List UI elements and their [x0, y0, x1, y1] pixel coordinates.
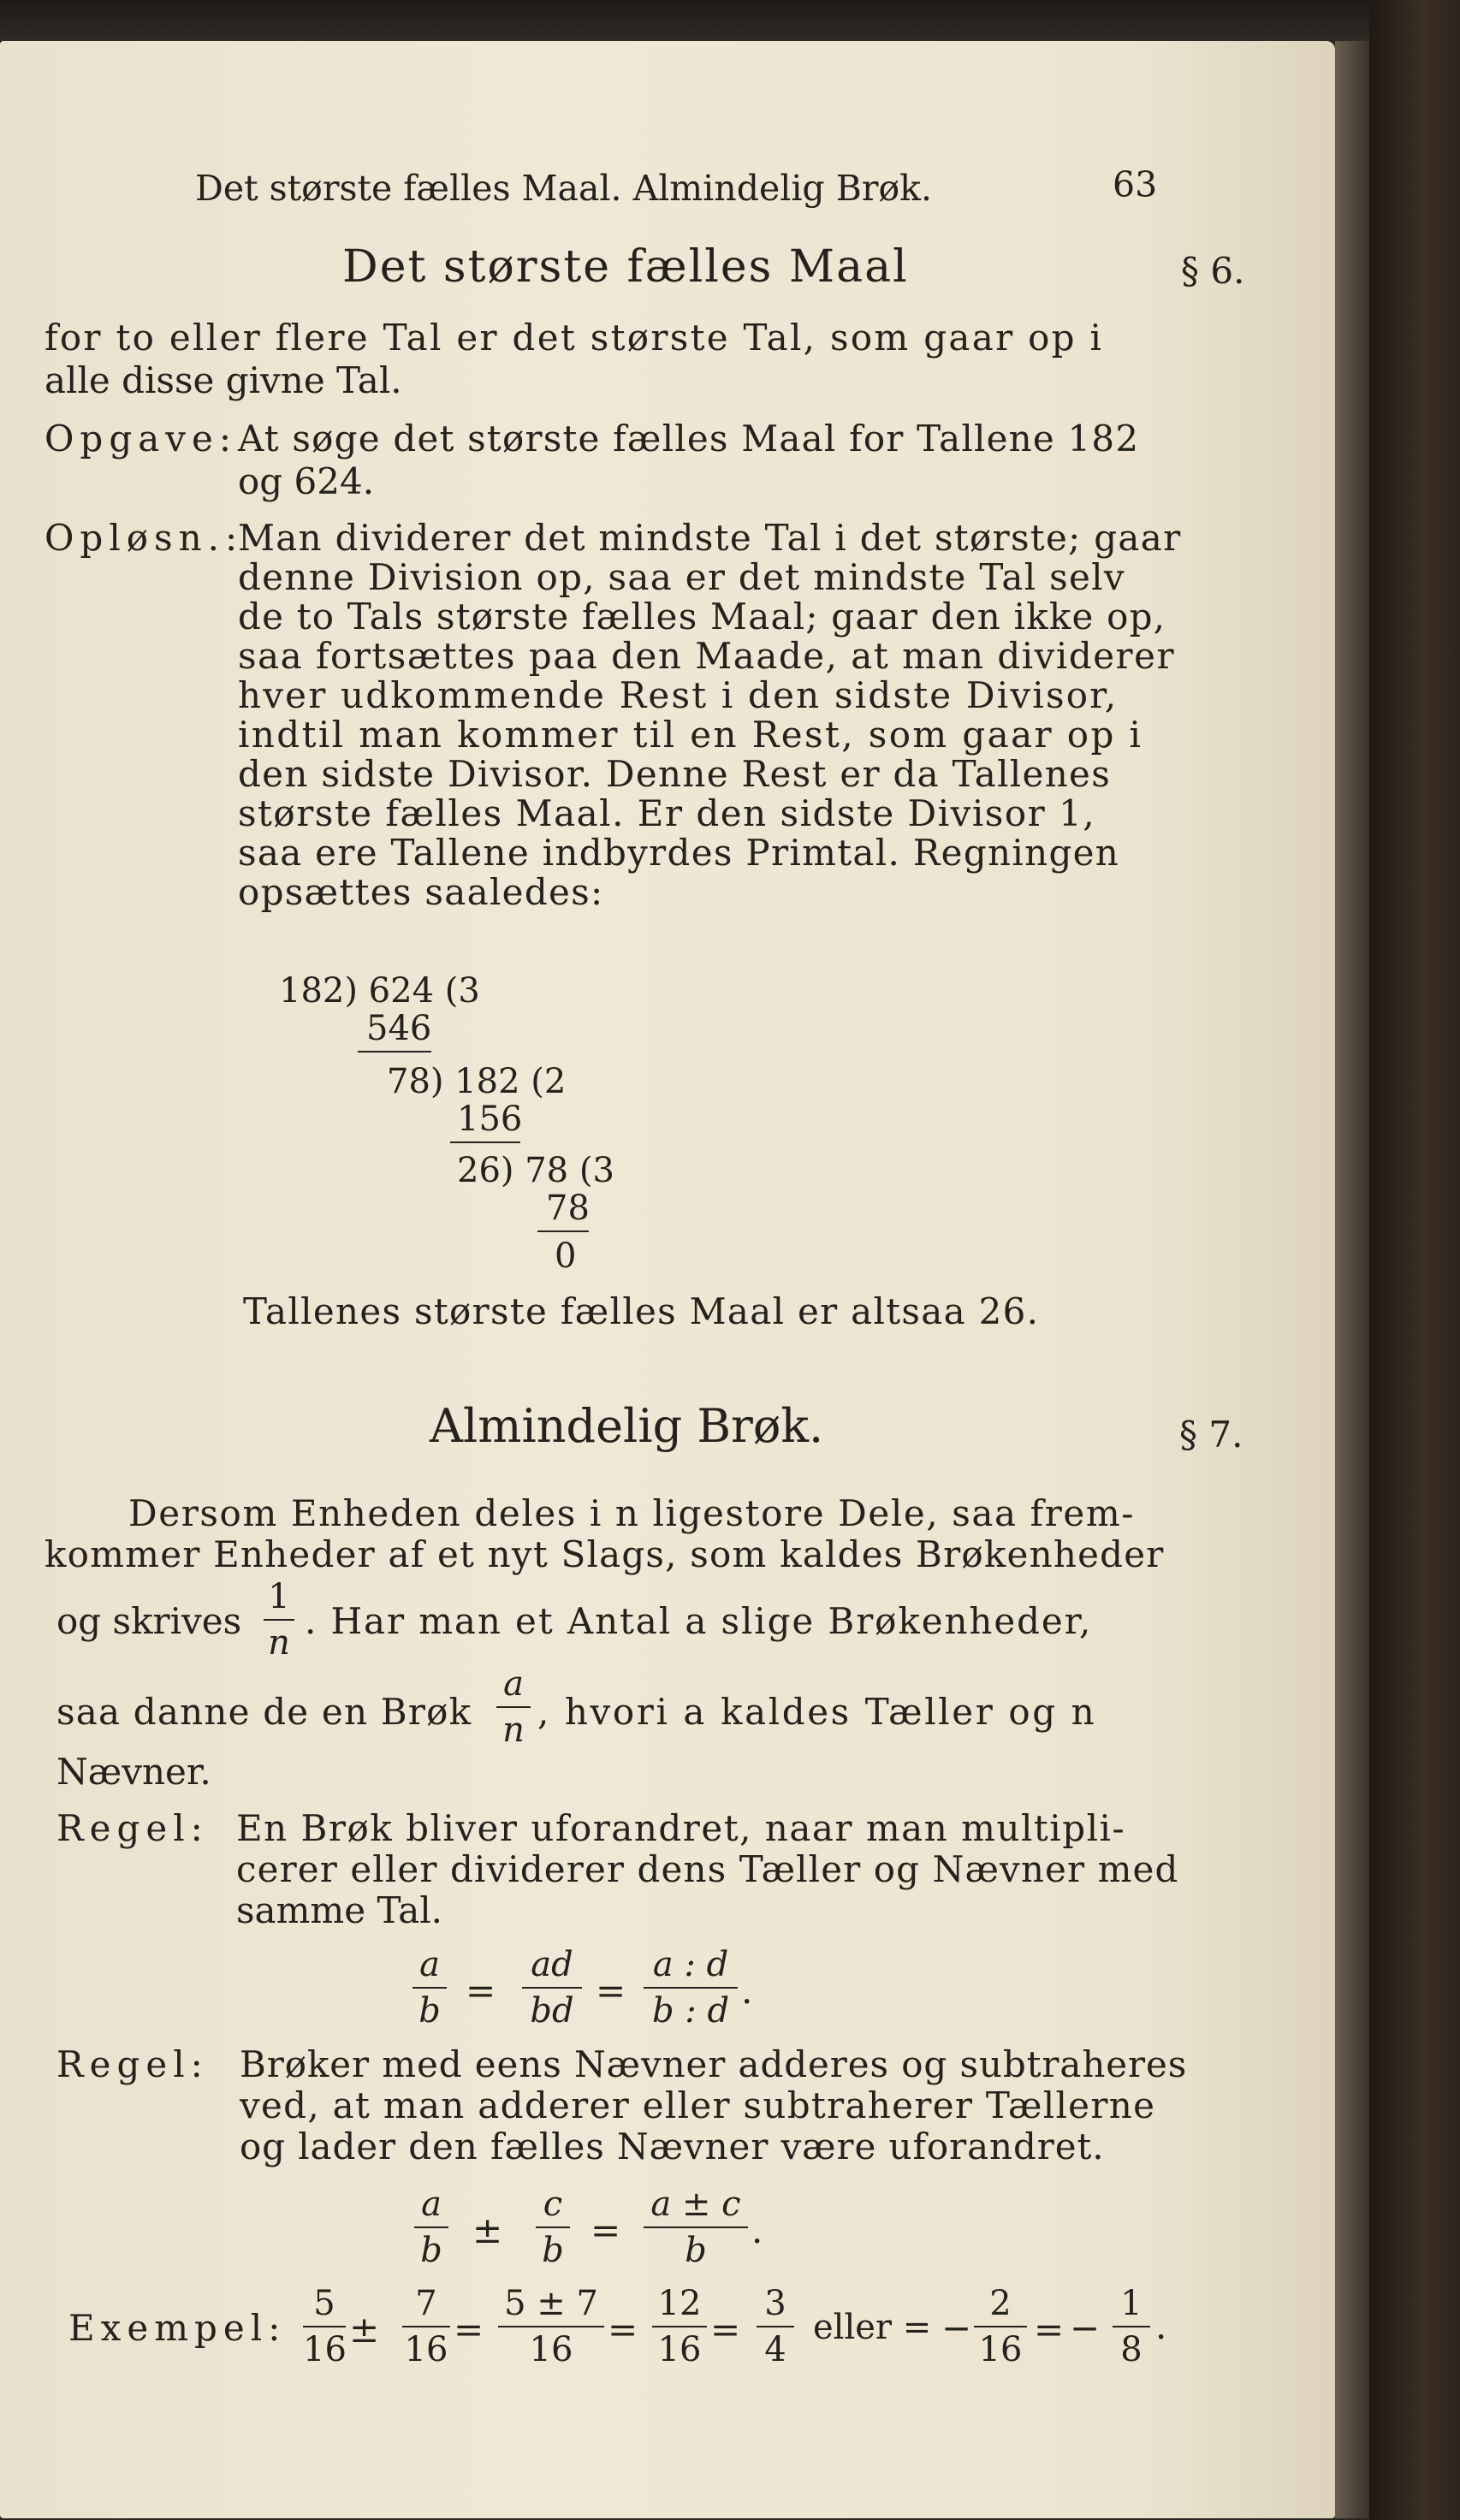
- denominator: b: [542, 2231, 564, 2270]
- page-number: 63: [1113, 164, 1158, 205]
- numerator: a : d: [644, 1948, 738, 1989]
- division-line: 182) 624 (3: [279, 971, 480, 1011]
- numerator: ad: [522, 1948, 582, 1989]
- formula-fraction: [412, 1945, 447, 2031]
- denominator: 16: [303, 2330, 347, 2369]
- paragraph-fragment: . Har man et Antal a slige Brøkenheder,: [305, 1600, 1093, 1642]
- book-page: [0, 41, 1335, 2518]
- denominator: n: [502, 1711, 525, 1750]
- division-line: 156: [457, 1100, 523, 1139]
- equals-sign: =: [608, 2309, 638, 2351]
- regel-label: Regel:: [56, 2043, 209, 2085]
- formula-fraction: [522, 1945, 582, 2031]
- oplosn-line: denne Division op, saa er det mindste Tal selv: [238, 556, 1125, 598]
- numerator: 1: [264, 1580, 294, 1621]
- example-fraction: [974, 2286, 1027, 2367]
- example-fraction: [402, 2286, 450, 2367]
- regel-line: Brøker med eens Nævner adderes og subtraheres: [240, 2043, 1188, 2085]
- regel-line: samme Tal.: [236, 1889, 443, 1931]
- oplosn-line: de to Tals største fælles Maal; gaar den ikke op,: [238, 596, 1166, 637]
- paragraph-line: Dersom Enheden deles i n ligestore Dele, saa frem-: [128, 1492, 1136, 1534]
- division-line: 546: [366, 1009, 432, 1048]
- numerator: 7: [402, 2286, 450, 2327]
- scan-background-top: [0, 0, 1460, 41]
- definition-line: alle disse givne Tal.: [45, 359, 402, 401]
- division-line: 78) 182 (2: [387, 1062, 567, 1101]
- minus-sign: −: [941, 2307, 972, 2349]
- division-line: 26) 78 (3: [457, 1151, 614, 1190]
- definition-line: for to eller flere Tal er det største Tal, som gaar op i: [45, 317, 1104, 359]
- oplosn-label: Opløsn.:: [45, 517, 244, 559]
- example-fraction: [303, 2286, 346, 2367]
- minus-sign: −: [1070, 2307, 1101, 2349]
- numerator: 1: [1113, 2286, 1150, 2327]
- page-edge: [1335, 41, 1369, 2518]
- oplosn-line: indtil man kommer til en Rest, som gaar op i: [238, 714, 1143, 756]
- formula-fraction: [414, 2187, 448, 2268]
- regel-line: ved, at man adderer eller subtraherer Tællerne: [240, 2084, 1156, 2126]
- denominator: b: [685, 2231, 707, 2270]
- denominator: 16: [529, 2330, 573, 2369]
- opgave-line: og 624.: [238, 460, 375, 502]
- period: .: [1155, 2305, 1167, 2347]
- denominator: 8: [1120, 2330, 1142, 2369]
- period: .: [751, 2209, 763, 2251]
- oplosn-line: saa ere Tallene indbyrdes Primtal. Regningen: [238, 832, 1120, 874]
- running-title: Det største fælles Maal. Almindelig Brøk.: [195, 168, 932, 209]
- oplosn-line: saa fortsættes paa den Maade, at man dividerer: [238, 635, 1176, 677]
- plus-minus-sign: ±: [349, 2309, 380, 2351]
- example-fraction: [652, 2286, 707, 2367]
- paragraph-fragment: saa danne de en Brøk: [56, 1691, 472, 1733]
- book-spine: [1369, 0, 1460, 2520]
- equals-sign: =: [596, 1970, 626, 2012]
- equals-sign: =: [591, 2209, 621, 2251]
- eller-text: eller =: [813, 2308, 932, 2347]
- oplosn-line: Man dividerer det mindste Tal i det største; gaar: [238, 517, 1182, 559]
- division-rule: [450, 1141, 520, 1143]
- equals-sign: =: [454, 2309, 484, 2351]
- regel-line: og lader den fælles Nævner være uforandret.: [240, 2126, 1105, 2167]
- section-heading-fraction: Almindelig Brøk.: [430, 1399, 824, 1453]
- numerator: 5 ± 7: [498, 2286, 604, 2327]
- numerator: 3: [757, 2286, 794, 2327]
- plus-minus-sign: ±: [472, 2209, 503, 2251]
- paragraph-fragment: og skrives: [56, 1600, 242, 1642]
- denominator: b : d: [651, 1991, 730, 2031]
- fraction-a-over-n: [496, 1664, 531, 1750]
- section-mark-6: § 6.: [1181, 250, 1245, 292]
- numerator: a: [414, 2187, 448, 2228]
- oplosn-line: største fælles Maal. Er den sidste Divisor 1,: [238, 792, 1096, 834]
- denominator: b: [418, 1991, 441, 2031]
- oplosn-line: hver udkommende Rest i den sidste Divisor,: [238, 674, 1119, 716]
- paragraph-line: kommer Enheder af et nyt Slags, som kaldes Brøkenheder: [45, 1533, 1165, 1575]
- denominator: 4: [764, 2330, 786, 2369]
- paragraph-line: Nævner.: [56, 1751, 211, 1793]
- numerator: 12: [652, 2286, 707, 2327]
- opgave-line: At søge det største fælles Maal for Tallene 182: [238, 418, 1140, 460]
- regel-line: cerer eller dividerer dens Tæller og Nævner med: [236, 1848, 1179, 1890]
- denominator: b: [420, 2231, 442, 2270]
- numerator: 5: [303, 2286, 346, 2327]
- formula-fraction: [644, 2187, 748, 2268]
- division-line: 78: [546, 1189, 590, 1228]
- regel-label: Regel:: [56, 1807, 209, 1849]
- opgave-label: Opgave:: [45, 418, 237, 460]
- oplosn-line: opsættes saaledes:: [238, 871, 604, 913]
- paragraph-fragment: , hvori a kaldes Tæller og n: [537, 1691, 1097, 1733]
- numerator: a: [496, 1667, 531, 1708]
- section-mark-7: § 7.: [1179, 1414, 1243, 1456]
- example-fraction: [498, 2286, 604, 2367]
- division-line: 0: [555, 1236, 577, 1276]
- regel-line: En Brøk bliver uforandret, naar man multipli-: [236, 1807, 1126, 1849]
- fraction-one-over-n: [264, 1577, 294, 1663]
- example-fraction: [757, 2286, 794, 2367]
- equals-sign: =: [1034, 2309, 1065, 2351]
- numerator: c: [536, 2187, 570, 2228]
- exempel-label: Exempel:: [68, 2307, 287, 2349]
- conclusion: Tallenes største fælles Maal er altsaa 26.: [243, 1290, 1040, 1332]
- division-rule: [537, 1230, 589, 1232]
- division-rule: [358, 1051, 431, 1052]
- section-heading-gcd: Det største fælles Maal: [342, 241, 909, 293]
- equals-sign: =: [466, 1970, 496, 2012]
- equals-sign: =: [710, 2309, 741, 2351]
- denominator: n: [268, 1623, 290, 1663]
- example-fraction: [1113, 2286, 1150, 2367]
- period: .: [741, 1970, 753, 2012]
- formula-fraction: [536, 2187, 570, 2268]
- denominator: bd: [530, 1991, 574, 2031]
- denominator: 16: [657, 2330, 702, 2369]
- denominator: 16: [978, 2330, 1023, 2369]
- formula-fraction: [644, 1945, 738, 2031]
- denominator: 16: [404, 2330, 448, 2369]
- numerator: a: [412, 1948, 447, 1989]
- numerator: 2: [974, 2286, 1027, 2327]
- oplosn-line: den sidste Divisor. Denne Rest er da Tallenes: [238, 753, 1112, 795]
- numerator: a ± c: [644, 2187, 748, 2228]
